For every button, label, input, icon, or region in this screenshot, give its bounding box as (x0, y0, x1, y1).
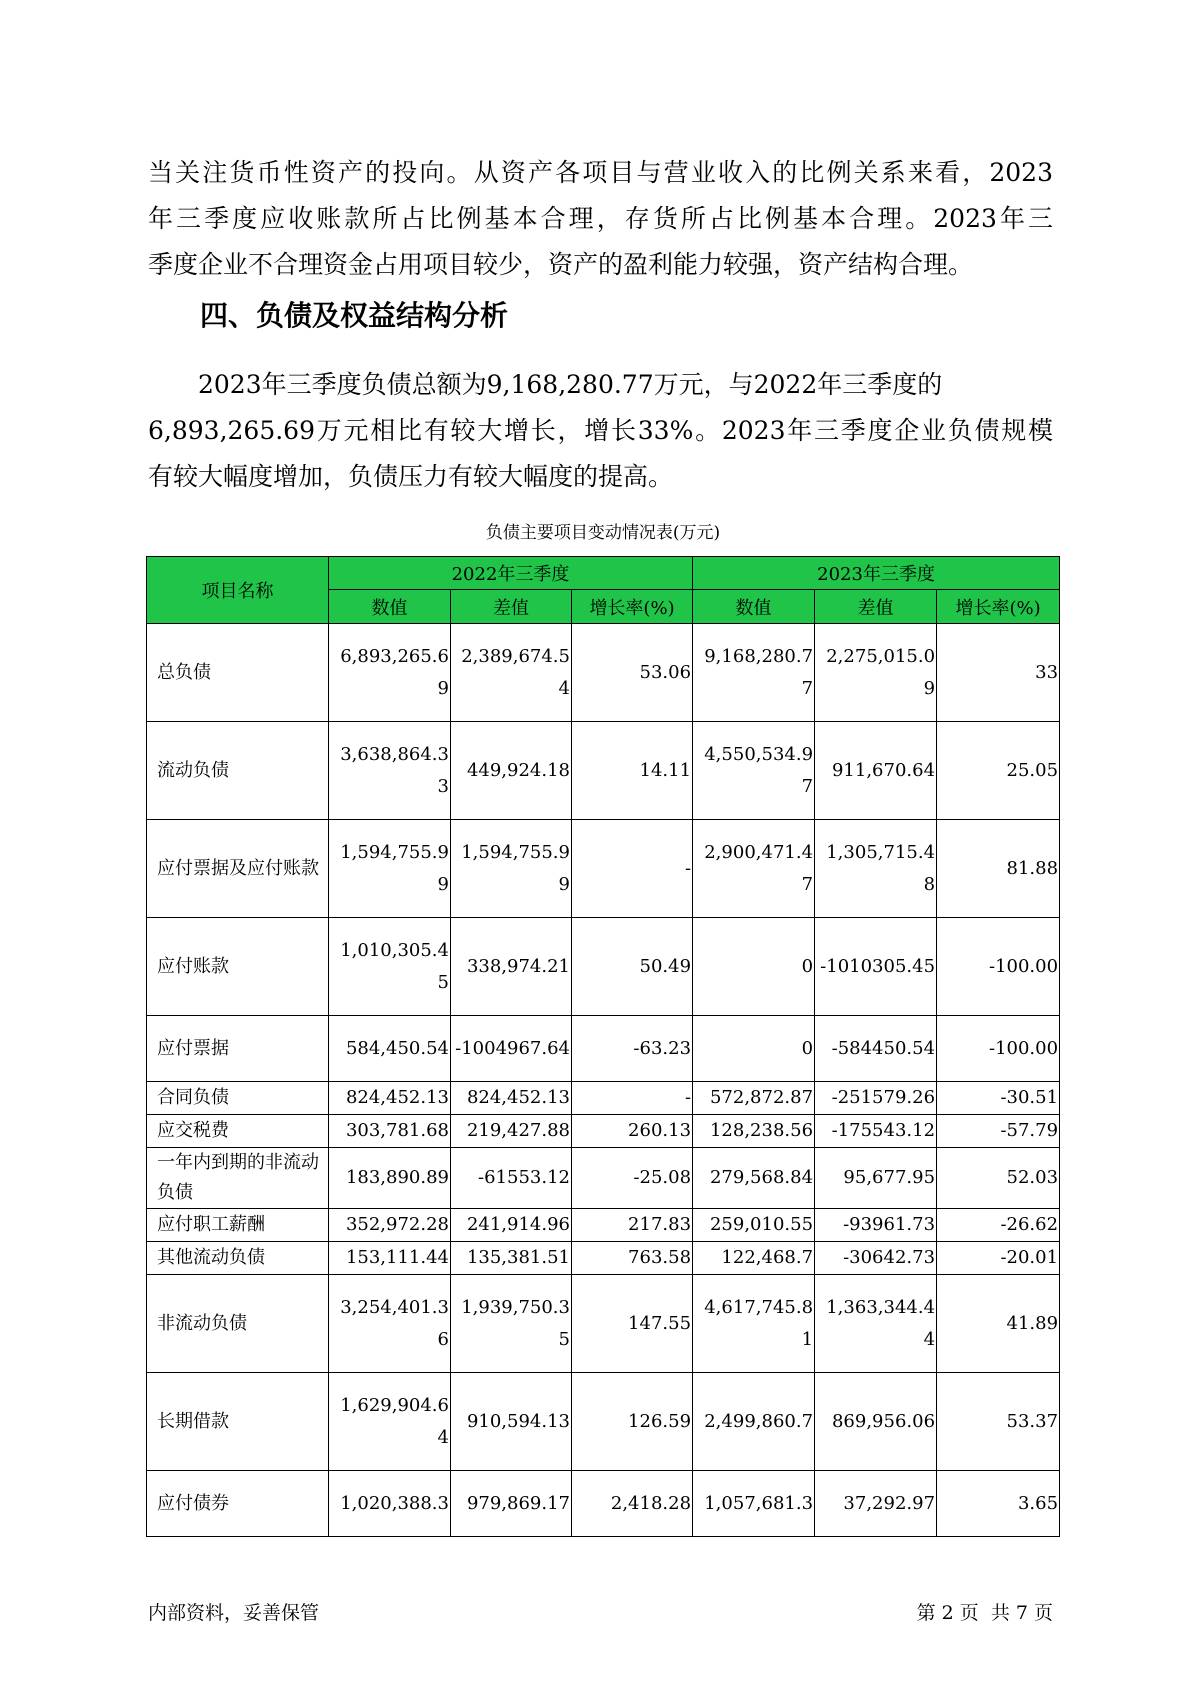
cell-g22: 2,418.28 (572, 1471, 693, 1537)
footer-note: 内部资料，妥善保管 (148, 1602, 320, 1624)
header-period-2023: 2023年三季度 (693, 557, 1060, 590)
cell-v22: 303,781.68 (329, 1115, 451, 1148)
cell-v22: 1,020,388.3 (329, 1471, 451, 1537)
table-row (147, 918, 1060, 1016)
cell-d22: -61553.12 (451, 1148, 572, 1209)
cell-v23: 2,900,471.47 (693, 820, 815, 918)
cell-v22: 153,111.44 (329, 1242, 451, 1275)
table-row (147, 1373, 1060, 1471)
cell-v22: 183,890.89 (329, 1148, 451, 1209)
paragraph-line: 6,893,265.69万元相比有较大增长，增长33%。2023年三季度企业负债规模 (148, 416, 1053, 445)
cell-g23: 53.37 (937, 1373, 1060, 1471)
table-row (147, 722, 1060, 820)
table-row (147, 1471, 1060, 1537)
cell-v22: 3,254,401.36 (329, 1275, 451, 1373)
cell-v23: 4,617,745.81 (693, 1275, 815, 1373)
table-row (147, 1016, 1060, 1082)
row-item-name: 应付债券 (147, 1471, 329, 1537)
row-item-name: 长期借款 (147, 1373, 329, 1471)
cell-g22: 14.11 (572, 722, 693, 820)
cell-v23: 572,872.87 (693, 1082, 815, 1115)
page-number: 第 2 页 共 7 页 (916, 1602, 1053, 1624)
cell-d22: 219,427.88 (451, 1115, 572, 1148)
paragraph-line: 2023年三季度负债总额为9,168,280.77万元，与2022年三季度的 (148, 370, 943, 399)
header-value: 数值 (329, 590, 451, 624)
cell-g23: 25.05 (937, 722, 1060, 820)
cell-g22: 147.55 (572, 1275, 693, 1373)
row-item-name: 应付票据及应付账款 (147, 820, 329, 918)
liability-table (146, 556, 1060, 1537)
row-item-name: 流动负债 (147, 722, 329, 820)
table-row (147, 624, 1060, 722)
cell-d22: 1,594,755.99 (451, 820, 572, 918)
paragraph-line: 年三季度应收账款所占比例基本合理，存货所占比例基本合理。2023年三 (148, 204, 1053, 233)
cell-v23: 4,550,534.97 (693, 722, 815, 820)
header-item-name: 项目名称 (147, 557, 329, 624)
table-row (147, 1209, 1060, 1242)
cell-d23: 911,670.64 (815, 722, 937, 820)
row-item-name: 总负债 (147, 624, 329, 722)
header-diff: 差值 (815, 590, 937, 624)
cell-v22: 824,452.13 (329, 1082, 451, 1115)
cell-d22: 135,381.51 (451, 1242, 572, 1275)
cell-g22: - (572, 820, 693, 918)
table-row (147, 820, 1060, 918)
cell-d23: -1010305.45 (815, 918, 937, 1016)
cell-d23: 1,305,715.48 (815, 820, 937, 918)
cell-d23: -175543.12 (815, 1115, 937, 1148)
cell-d23: -93961.73 (815, 1209, 937, 1242)
table-row (147, 1148, 1060, 1209)
cell-v23: 279,568.84 (693, 1148, 815, 1209)
row-item-name: 应付票据 (147, 1016, 329, 1082)
table-row (147, 1082, 1060, 1115)
header-value: 数值 (693, 590, 815, 624)
cell-d23: -584450.54 (815, 1016, 937, 1082)
row-item-name: 其他流动负债 (147, 1242, 329, 1275)
row-item-name: 非流动负债 (147, 1275, 329, 1373)
cell-g23: -57.79 (937, 1115, 1060, 1148)
cell-v23: 1,057,681.3 (693, 1471, 815, 1537)
table-row (147, 1115, 1060, 1148)
cell-v23: 2,499,860.7 (693, 1373, 815, 1471)
table-row (147, 1275, 1060, 1373)
cell-d22: 824,452.13 (451, 1082, 572, 1115)
cell-g22: 763.58 (572, 1242, 693, 1275)
header-growth: 增长率(%) (937, 590, 1060, 624)
paragraph-line: 当关注货币性资产的投向。从资产各项目与营业收入的比例关系来看，2023 (148, 158, 1053, 187)
cell-g22: 217.83 (572, 1209, 693, 1242)
liability-paragraph (148, 362, 1053, 500)
cell-g22: -63.23 (572, 1016, 693, 1082)
cell-v23: 122,468.7 (693, 1242, 815, 1275)
cell-g23: 3.65 (937, 1471, 1060, 1537)
header-diff: 差值 (451, 590, 572, 624)
cell-g23: 33 (937, 624, 1060, 722)
cell-d22: 449,924.18 (451, 722, 572, 820)
table-row (147, 1242, 1060, 1275)
row-item-name: 一年内到期的非流动负债 (147, 1148, 329, 1209)
cell-g23: -100.00 (937, 1016, 1060, 1082)
cell-g22: 53.06 (572, 624, 693, 722)
paragraph-line: 有较大幅度增加，负债压力有较大幅度的提高。 (148, 462, 674, 491)
cell-v23: 0 (693, 1016, 815, 1082)
cell-d22: 979,869.17 (451, 1471, 572, 1537)
cell-g22: - (572, 1082, 693, 1115)
cell-d22: 1,939,750.35 (451, 1275, 572, 1373)
cell-d23: 1,363,344.44 (815, 1275, 937, 1373)
cell-g23: -20.01 (937, 1242, 1060, 1275)
header-growth: 增长率(%) (572, 590, 693, 624)
cell-d23: 2,275,015.09 (815, 624, 937, 722)
cell-d22: 910,594.13 (451, 1373, 572, 1471)
cell-v22: 352,972.28 (329, 1209, 451, 1242)
section-heading: 四、负债及权益结构分析 (200, 299, 509, 332)
table-caption: 负债主要项目变动情况表(万元) (485, 523, 721, 543)
header-period-2022: 2022年三季度 (329, 557, 693, 590)
cell-v22: 1,629,904.64 (329, 1373, 451, 1471)
cell-v23: 259,010.55 (693, 1209, 815, 1242)
intro-paragraph (148, 150, 1053, 288)
cell-g23: -100.00 (937, 918, 1060, 1016)
cell-d23: 95,677.95 (815, 1148, 937, 1209)
cell-v22: 584,450.54 (329, 1016, 451, 1082)
cell-g23: -30.51 (937, 1082, 1060, 1115)
cell-d22: 338,974.21 (451, 918, 572, 1016)
cell-g23: 52.03 (937, 1148, 1060, 1209)
cell-d23: 869,956.06 (815, 1373, 937, 1471)
cell-d23: -30642.73 (815, 1242, 937, 1275)
cell-d23: -251579.26 (815, 1082, 937, 1115)
row-item-name: 应付账款 (147, 918, 329, 1016)
cell-v23: 128,238.56 (693, 1115, 815, 1148)
paragraph-line: 季度企业不合理资金占用项目较少，资产的盈利能力较强，资产结构合理。 (148, 250, 974, 279)
row-item-name: 应付职工薪酬 (147, 1209, 329, 1242)
cell-v23: 0 (693, 918, 815, 1016)
cell-g22: -25.08 (572, 1148, 693, 1209)
table-body (147, 624, 1060, 1537)
cell-g23: 41.89 (937, 1275, 1060, 1373)
row-item-name: 应交税费 (147, 1115, 329, 1148)
cell-v22: 1,010,305.45 (329, 918, 451, 1016)
cell-d22: 2,389,674.54 (451, 624, 572, 722)
cell-v22: 1,594,755.99 (329, 820, 451, 918)
cell-d22: 241,914.96 (451, 1209, 572, 1242)
cell-g22: 126.59 (572, 1373, 693, 1471)
cell-v22: 3,638,864.33 (329, 722, 451, 820)
cell-g22: 260.13 (572, 1115, 693, 1148)
cell-v22: 6,893,265.69 (329, 624, 451, 722)
cell-g23: -26.62 (937, 1209, 1060, 1242)
cell-d23: 37,292.97 (815, 1471, 937, 1537)
cell-g23: 81.88 (937, 820, 1060, 918)
cell-v23: 9,168,280.77 (693, 624, 815, 722)
cell-g22: 50.49 (572, 918, 693, 1016)
row-item-name: 合同负债 (147, 1082, 329, 1115)
cell-d22: -1004967.64 (451, 1016, 572, 1082)
